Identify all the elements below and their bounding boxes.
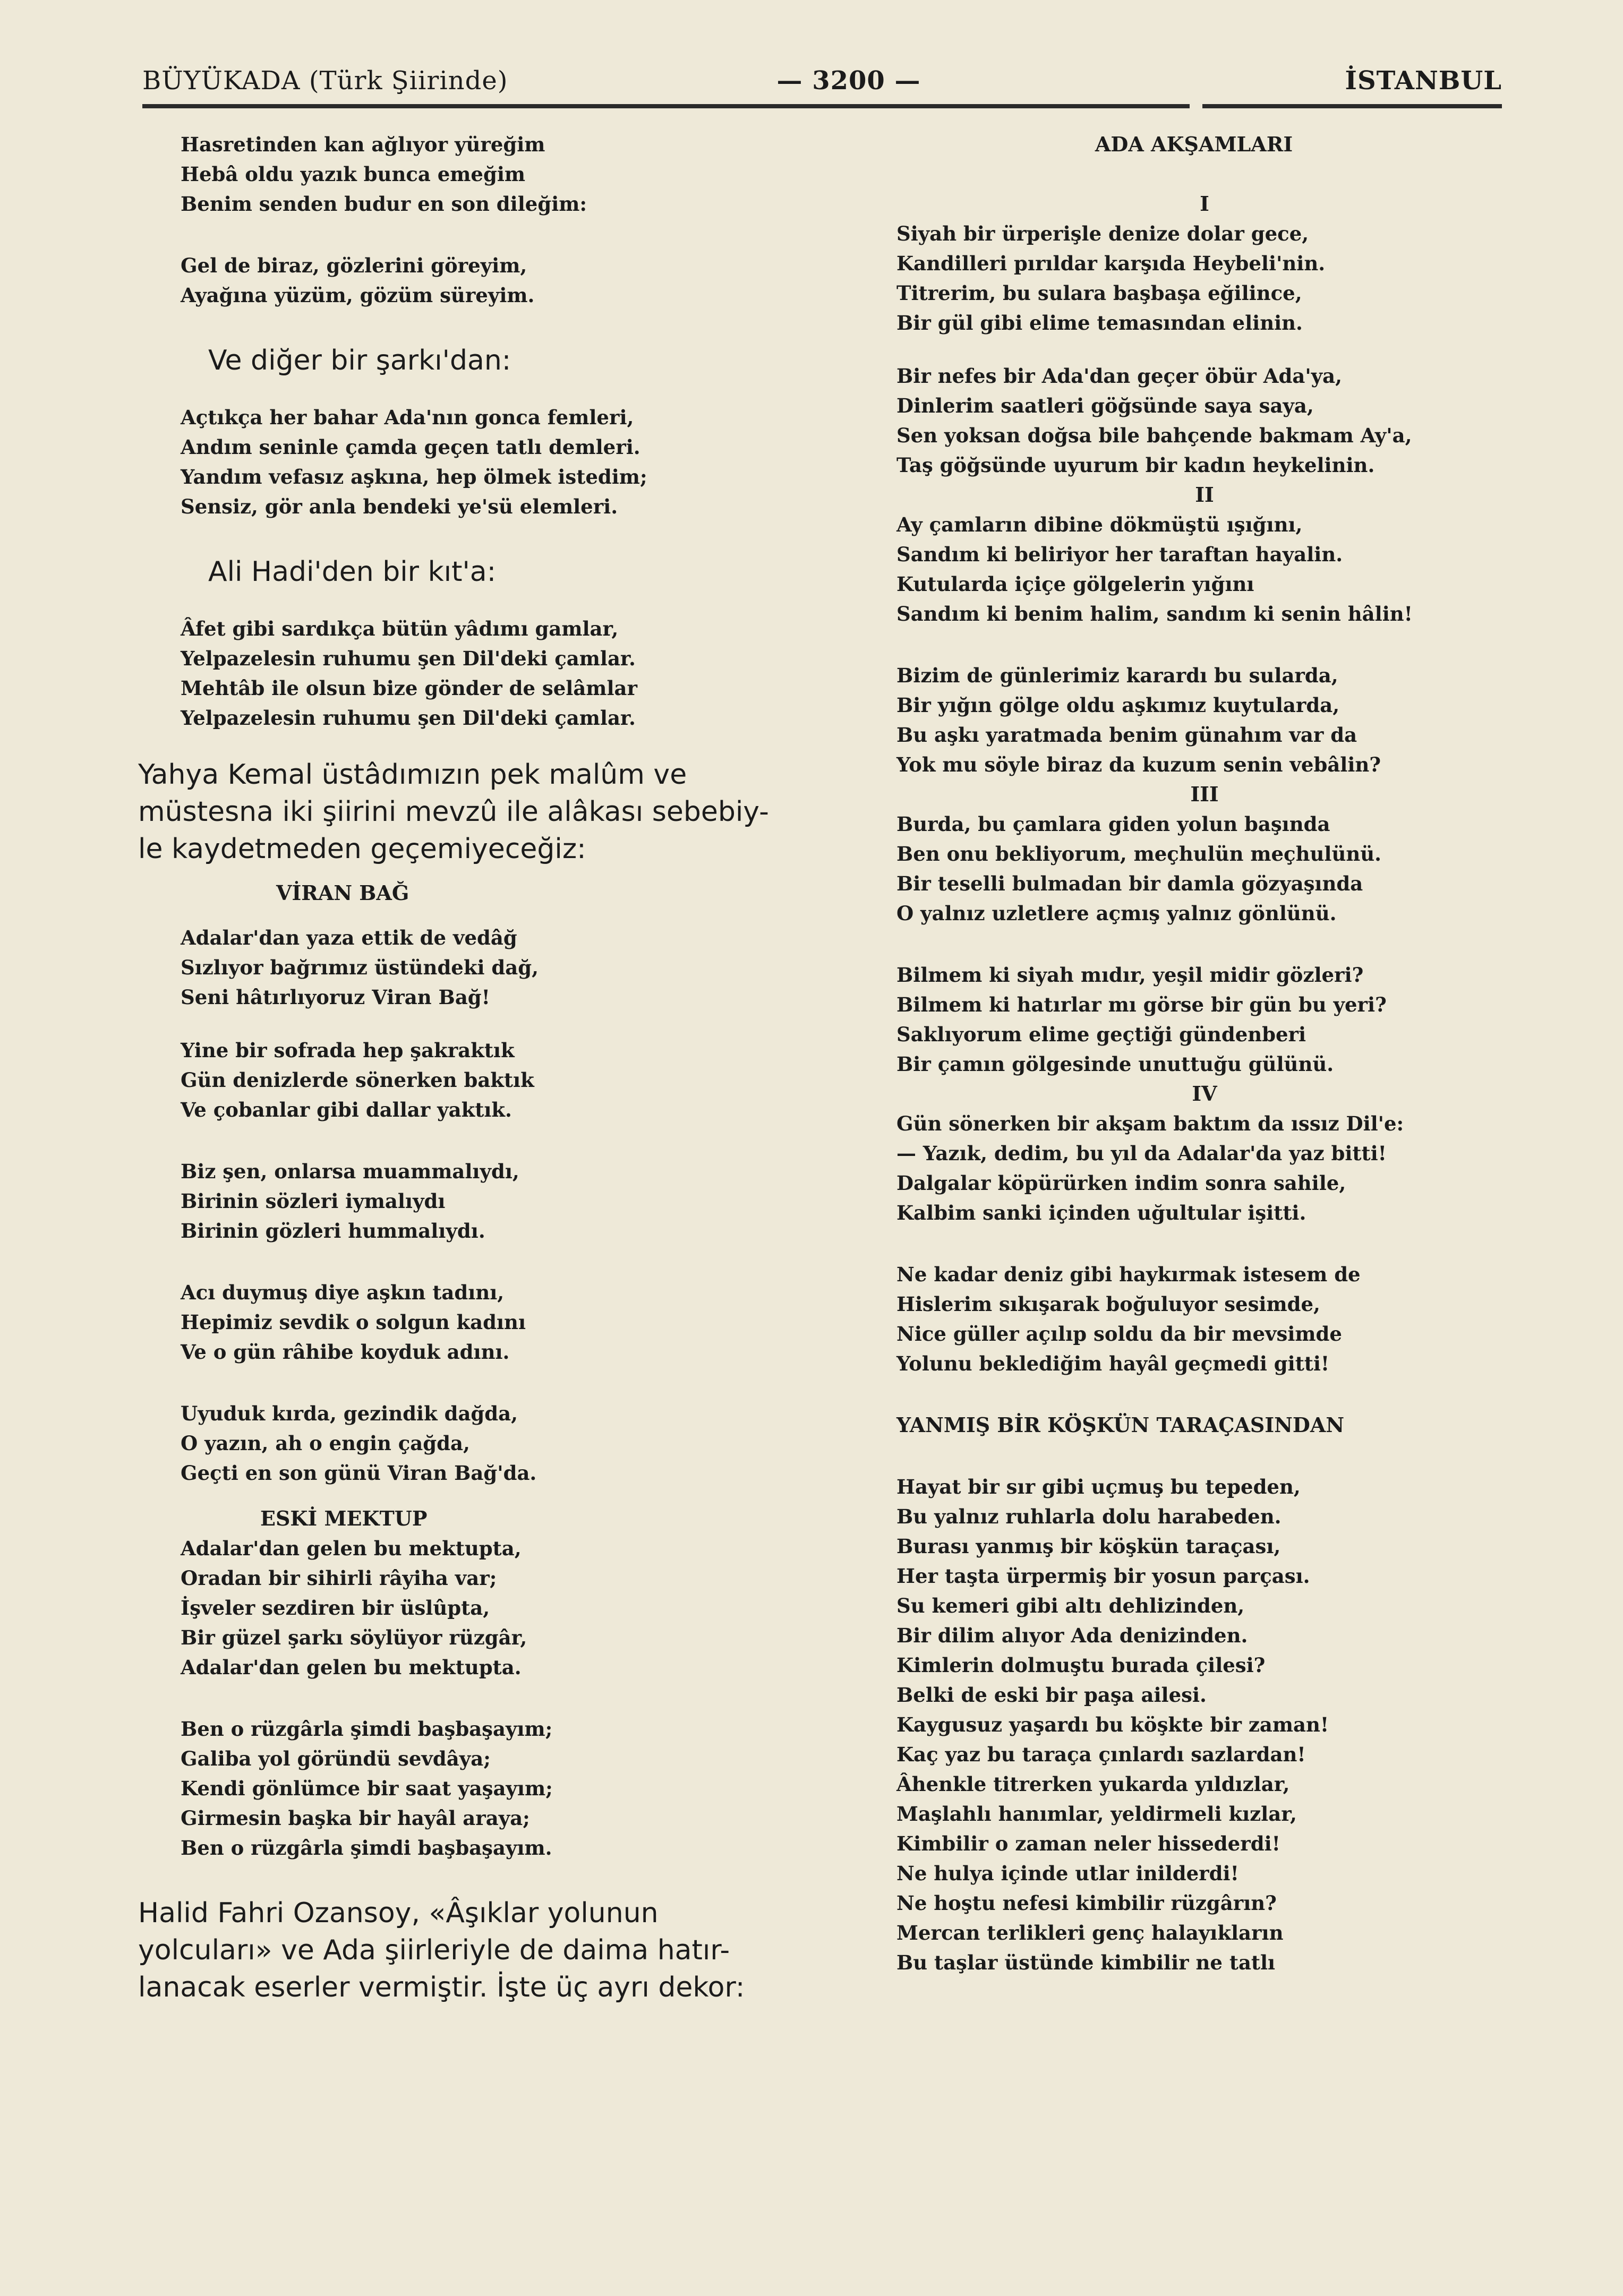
stanza <box>181 923 797 1012</box>
verse-line: Nice güller açılıp soldu da bir mevsimde <box>896 1322 1342 1346</box>
verse-line: Bir teselli bulmadan bir damla gözyaşında <box>896 872 1363 895</box>
verse-line: Kimbilir o zaman neler hissederdi! <box>896 1832 1280 1855</box>
section-numeral: III <box>1190 782 1219 806</box>
verse-line: Gel de biraz, gözlerini göreyim, <box>181 254 527 277</box>
verse-line: Ayağına yüzüm, gözüm süreyim. <box>181 284 535 307</box>
poem-title: YANMIŞ BİR KÖŞKÜN TARAÇASINDAN <box>896 1413 1345 1437</box>
verse-line: Hislerim sıkışarak boğuluyor sesimde, <box>896 1292 1320 1316</box>
stanza <box>896 809 1513 928</box>
verse-line: Bizim de günlerimiz karardı bu sularda, <box>896 664 1338 687</box>
verse-line: Açtıkça her bahar Ada'nın gonca femleri, <box>181 406 634 429</box>
verse-line: Girmesin başka bir hayâl araya; <box>181 1806 530 1830</box>
prose-line: Ve diğer bir şarkı'dan: <box>208 345 511 376</box>
verse-line: Sızlıyor bağrımız üstündeki dağ, <box>181 956 539 979</box>
verse-line: Seni hâtırlıyoruz Viran Bağ! <box>181 986 490 1009</box>
verse-line: Ne hoştu nefesi kimbilir rüzgârın? <box>896 1891 1277 1915</box>
section-numeral: I <box>1200 192 1209 216</box>
stanza <box>181 1278 797 1367</box>
right-column <box>896 130 1513 1977</box>
verse-line: Kandilleri pırıldar karşıda Heybeli'nin. <box>896 252 1326 275</box>
verse-line: Bir gül gibi elime temasından elinin. <box>896 311 1303 335</box>
verse-line: Kaç yaz bu taraça çınlardı sazlardan! <box>896 1743 1306 1766</box>
stanza <box>181 1399 797 1488</box>
verse-line: Ben onu bekliyorum, meçhulün meçhulünü. <box>896 842 1382 866</box>
stanza <box>896 1109 1513 1228</box>
verse-line: Ben o rüzgârla şimdi başbaşayım; <box>181 1717 553 1741</box>
verse-line: Andım seninle çamda geçen tatlı demleri. <box>181 435 640 459</box>
verse-line: Gün sönerken bir akşam baktım da ıssız Dil'e: <box>896 1112 1404 1135</box>
prose-line: Ali Hadi'den bir kıt'a: <box>208 556 497 588</box>
verse-line: Yandım vefasız aşkına, hep ölmek istedim; <box>181 465 647 489</box>
stanza <box>896 960 1513 1079</box>
verse-line: Her taşta ürpermiş bir yosun parçası. <box>896 1564 1310 1588</box>
stanza <box>181 1533 797 1682</box>
verse-line: Yine bir sofrada hep şakraktık <box>181 1039 515 1062</box>
verse-line: Maşlahlı hanımlar, yeldirmeli kızlar, <box>896 1802 1297 1826</box>
verse-line: Âhenkle titrerken yukarda yıldızlar, <box>896 1772 1290 1796</box>
header-rule-left <box>142 104 1190 108</box>
verse-line: Kaygusuz yaşardı bu köşkte bir zaman! <box>896 1713 1329 1736</box>
verse-line: Burası yanmış bir köşkün taraçası, <box>896 1535 1281 1558</box>
verse-line: Adalar'dan gelen bu mektupta, <box>181 1537 522 1560</box>
verse-line: Hasretinden kan ağlıyor yüreğim <box>181 133 545 156</box>
verse-line: Kendi gönlümce bir saat yaşayım; <box>181 1777 553 1800</box>
prose-line: le kaydetmeden geçemiyeceğiz: <box>138 833 586 865</box>
verse-line: Sensiz, gör anla bendeki ye'sü elemleri. <box>181 495 618 518</box>
verse-line: Kutularda içiçe gölgelerin yığını <box>896 572 1254 596</box>
verse-line: Uyuduk kırda, gezindik dağda, <box>181 1402 518 1425</box>
verse-line: Biz şen, onlarsa muammalıydı, <box>181 1160 519 1183</box>
verse-line: Titrerim, bu sulara başbaşa eğilince, <box>896 281 1302 305</box>
verse-line: Ne hulya içinde utlar inilderdi! <box>896 1862 1239 1885</box>
stanza <box>181 251 797 310</box>
verse-line: Kalbim sanki içinden uğultular işitti. <box>896 1201 1306 1224</box>
verse-line: — Yazık, dedim, bu yıl da Adalar'da yaz bitti! <box>896 1142 1387 1165</box>
left-column <box>138 130 797 2006</box>
prose-paragraph <box>138 1895 797 2006</box>
poem-title: VİRAN BAĞ <box>276 881 409 905</box>
section-numeral: II <box>1195 483 1214 507</box>
stanza <box>181 402 797 521</box>
verse-line: Bilmem ki hatırlar mı görse bir gün bu yeri? <box>896 993 1387 1016</box>
verse-line: Saklıyorum elime geçtiği gündenberi <box>896 1023 1306 1046</box>
prose-paragraph <box>138 756 797 868</box>
stanza <box>896 661 1513 779</box>
verse-line: Dinlerim saatleri göğsünde saya saya, <box>896 394 1314 417</box>
verse-line: Sandım ki beliriyor her taraftan hayalin. <box>896 543 1343 566</box>
stanza <box>181 1035 797 1125</box>
verse-line: Acı duymuş diye aşkın tadını, <box>181 1281 505 1304</box>
verse-line: Sen yoksan doğsa bile bahçende bakmam Ay'a, <box>896 424 1412 447</box>
verse-line: Bir nefes bir Ada'dan geçer öbür Ada'ya, <box>896 364 1343 388</box>
verse-line: Hepimiz sevdik o solgun kadını <box>181 1310 526 1334</box>
verse-line: Hayat bir sır gibi uçmuş bu tepeden, <box>896 1475 1301 1498</box>
stanza <box>181 1156 797 1246</box>
verse-line: Ay çamların dibine dökmüştü ışığını, <box>896 513 1303 536</box>
verse-line: Mercan terlikleri genç halayıkların <box>896 1921 1284 1944</box>
prose-line: müstesna iki şiirini mevzû ile alâkası sebebiy- <box>138 796 769 828</box>
verse-line: Yolunu beklediğim hayâl geçmedi gitti! <box>896 1352 1330 1375</box>
verse-line: Âfet gibi sardıkça bütün yâdımı gamlar, <box>181 617 619 640</box>
verse-line: Galiba yol göründü sevdâya; <box>181 1747 491 1770</box>
stanza <box>896 1260 1513 1378</box>
verse-line: Sandım ki benim halim, sandım ki senin hâlin! <box>896 602 1413 626</box>
verse-line: Birinin sözleri iymalıydı <box>181 1189 446 1213</box>
header-rule-right <box>1202 104 1502 108</box>
verse-line: Yelpazelesin ruhumu şen Dil'deki çamlar. <box>181 647 636 670</box>
verse-line: O yalnız uzletlere açmış yalnız gönlünü. <box>896 902 1337 925</box>
prose-line: yolcuları» ve Ada şiirleriyle de daima hatır- <box>138 1934 730 1966</box>
verse-line: Bilmem ki siyah mıdır, yeşil midir gözleri? <box>896 963 1364 987</box>
verse-line: Benim senden budur en son dileğim: <box>181 192 587 216</box>
prose-line: Yahya Kemal üstâdımızın pek malûm ve <box>138 759 687 791</box>
stanza <box>181 1714 797 1863</box>
stanza <box>896 1472 1513 1977</box>
running-head <box>142 57 1502 100</box>
verse-line: Belki de eski bir paşa ailesi. <box>896 1683 1207 1707</box>
stanza <box>896 510 1513 629</box>
verse-line: Adalar'dan yaza ettik de vedâğ <box>181 926 517 949</box>
verse-line: Adalar'dan gelen bu mektupta. <box>181 1656 522 1679</box>
verse-line: Yok mu söyle biraz da kuzum senin vebâlin? <box>896 753 1381 776</box>
section-title: BÜYÜKADA (Türk Şiirinde) <box>142 66 508 96</box>
stanza <box>181 614 797 733</box>
stanza <box>896 361 1513 480</box>
verse-line: Yelpazelesin ruhumu şen Dil'deki çamlar. <box>181 706 636 730</box>
verse-line: Siyah bir ürperişle denize dolar gece, <box>896 222 1309 245</box>
page-number: — 3200 — <box>776 66 921 96</box>
poem-title: ESKİ MEKTUP <box>260 1506 428 1530</box>
verse-line: Geçti en son günü Viran Bağ'da. <box>181 1461 537 1485</box>
verse-line: Bu taşlar üstünde kimbilir ne tatlı <box>896 1951 1276 1974</box>
verse-line: Bir güzel şarkı söylüyor rüzgâr, <box>181 1626 527 1649</box>
verse-line: Mehtâb ile olsun bize gönder de selâmlar <box>181 676 637 700</box>
stanza <box>896 219 1513 338</box>
verse-line: Ne kadar deniz gibi haykırmak istesem de <box>896 1263 1361 1286</box>
verse-line: Gün denizlerde sönerken baktık <box>181 1068 534 1092</box>
prose-paragraph <box>181 342 797 379</box>
verse-line: Bir dilim alıyor Ada denizinden. <box>896 1624 1248 1647</box>
verse-line: Ben o rüzgârla şimdi başbaşayım. <box>181 1836 552 1860</box>
prose-line: lanacak eserler vermiştir. İşte üç ayrı dekor: <box>138 1972 745 2003</box>
verse-line: İşveler sezdiren bir üslûpta, <box>181 1596 490 1620</box>
verse-line: Kimlerin dolmuştu burada çilesi? <box>896 1654 1266 1677</box>
verse-line: Birinin gözleri hummalıydı. <box>181 1219 485 1243</box>
verse-line: Bu aşkı yaratmada benim günahım var da <box>896 723 1357 747</box>
section-numeral: IV <box>1192 1082 1217 1106</box>
verse-line: Taş göğsünde uyurum bir kadın heykelinin. <box>896 453 1375 477</box>
verse-line: Bir yığın gölge oldu aşkımız kuytularda, <box>896 693 1340 717</box>
poem-title: ADA AKŞAMLARI <box>1095 132 1293 156</box>
verse-line: O yazın, ah o engin çağda, <box>181 1432 470 1455</box>
prose-line: Halid Fahri Ozansoy, «Âşıklar yolunun <box>138 1897 659 1929</box>
verse-line: Bu yalnız ruhlarla dolu harabeden. <box>896 1505 1282 1528</box>
verse-line: Bir çamın gölgesinde unuttuğu gülünü. <box>896 1052 1334 1076</box>
verse-line: Ve o gün râhibe koyduk adını. <box>181 1340 510 1364</box>
stanza <box>181 130 797 219</box>
verse-line: Burda, bu çamlara giden yolun başında <box>896 812 1330 836</box>
verse-line: Su kemeri gibi altı dehlizinden, <box>896 1594 1245 1617</box>
publication-title: İSTANBUL <box>1345 66 1502 96</box>
verse-line: Oradan bir sihirli râyiha var; <box>181 1566 497 1590</box>
verse-line: Ve çobanlar gibi dallar yaktık. <box>181 1098 512 1121</box>
verse-line: Dalgalar köpürürken indim sonra sahile, <box>896 1171 1346 1195</box>
verse-line: Hebâ oldu yazık bunca emeğim <box>181 162 526 186</box>
prose-paragraph <box>181 553 797 590</box>
